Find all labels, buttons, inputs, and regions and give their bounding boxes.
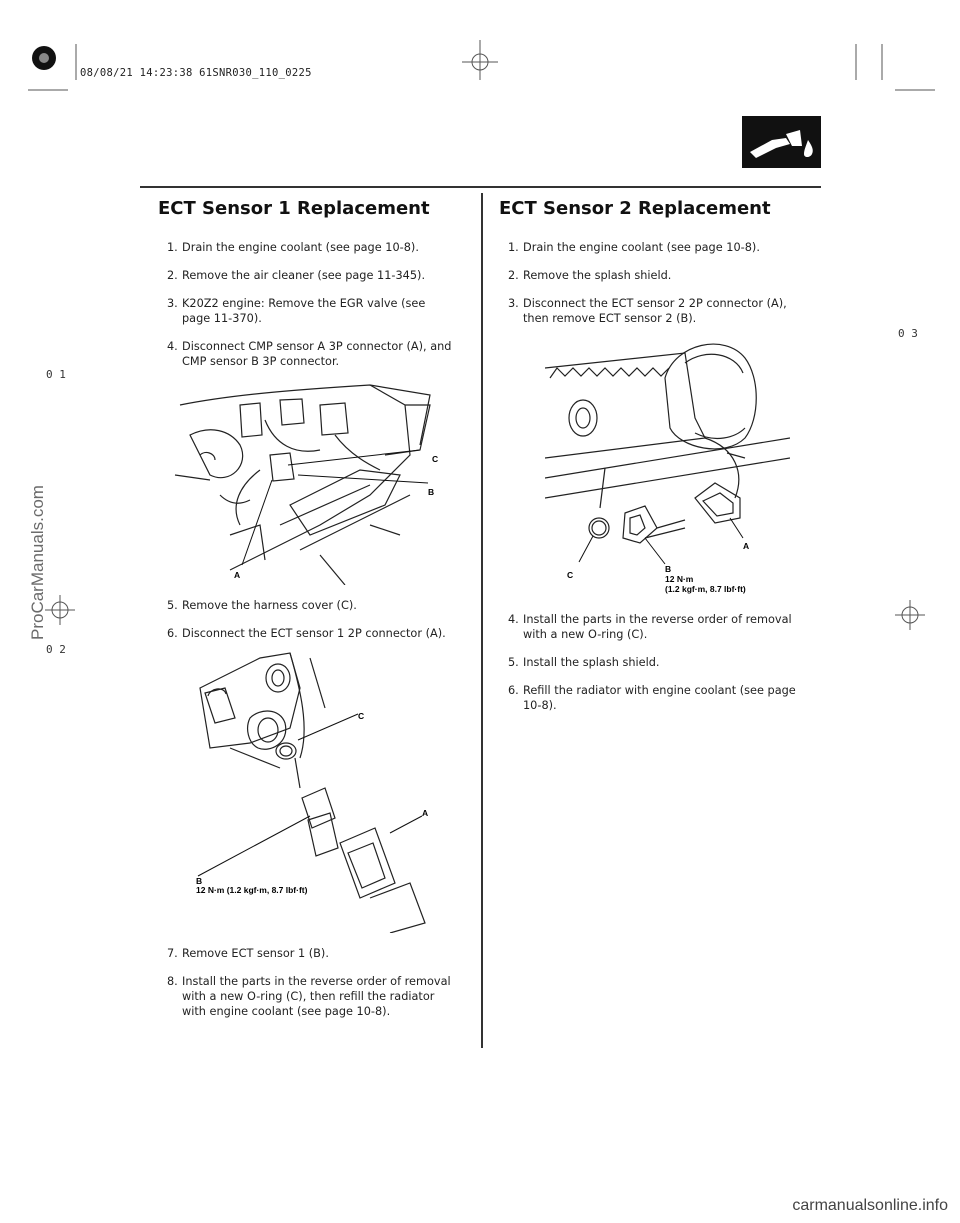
step-item: 5. Install the splash shield. xyxy=(508,656,660,669)
callout-c: C xyxy=(358,711,365,721)
left-steps-a xyxy=(167,240,457,382)
torque-spec-nm: 12 N·m xyxy=(665,574,694,584)
left-steps-b xyxy=(167,598,457,654)
figure-ect-sensor-1 xyxy=(190,648,440,933)
side-crop-marks xyxy=(0,580,960,660)
step-item: 4. Disconnect CMP sensor A 3P connector (A), and CMP sensor B 3P connector. xyxy=(167,340,452,368)
right-steps-a xyxy=(508,240,808,339)
torque-spec: 12 N·m (1.2 kgf·m, 8.7 lbf·ft) xyxy=(196,885,308,895)
step-item: 4. Install the parts in the reverse order of removal with a new O-ring (C). xyxy=(508,613,792,641)
callout-a: A xyxy=(743,541,750,551)
margin-mark-03: 0 3 xyxy=(898,327,918,340)
callout-a: A xyxy=(422,808,429,818)
right-steps-b xyxy=(508,612,808,726)
callout-c: C xyxy=(432,454,439,464)
callout-c: C xyxy=(567,570,574,580)
step-item: 6. Refill the radiator with engine coolant (see page 10-8). xyxy=(508,684,796,712)
step-item: 5. Remove the harness cover (C). xyxy=(167,599,357,612)
step-item: 8. Install the parts in the reverse order of removal with a new O-ring (C), then refill the radiator with engine coolant (see page 10-8). xyxy=(167,975,451,1018)
section-icon-box xyxy=(742,116,821,168)
watermark: ProCarManuals.com xyxy=(28,485,47,640)
crop-marks xyxy=(0,0,960,120)
callout-b: B xyxy=(196,876,203,886)
step-item: 2. Remove the splash shield. xyxy=(508,269,672,282)
callout-a: A xyxy=(234,570,241,580)
left-steps-c xyxy=(167,946,459,1032)
margin-mark-02: 0 2 xyxy=(46,643,66,656)
step-item: 7. Remove ECT sensor 1 (B). xyxy=(167,947,329,960)
step-item: 3. Disconnect the ECT sensor 2 2P connector (A), then remove ECT sensor 2 (B). xyxy=(508,297,787,325)
torque-spec-imperial: (1.2 kgf·m, 8.7 lbf·ft) xyxy=(665,584,746,594)
step-item: 1. Drain the engine coolant (see page 10-8). xyxy=(508,241,760,254)
header-rule xyxy=(140,186,821,188)
left-title: ECT Sensor 1 Replacement xyxy=(158,198,430,219)
right-title: ECT Sensor 2 Replacement xyxy=(499,198,771,219)
step-item: 3. K20Z2 engine: Remove the EGR valve (see page 11-370). xyxy=(167,297,426,325)
print-stamp: 08/08/21 14:23:38 61SNR030_110_0225 xyxy=(80,67,312,79)
margin-mark-01: 0 1 xyxy=(46,368,66,381)
callout-b: B xyxy=(665,564,672,574)
fuel-nozzle-icon xyxy=(742,116,821,168)
callout-b: B xyxy=(428,487,435,497)
figure-cmp-connectors xyxy=(170,375,465,585)
step-item: 1. Drain the engine coolant (see page 10-8). xyxy=(167,241,419,254)
figure-ect-sensor-2 xyxy=(545,338,790,600)
step-item: 6. Disconnect the ECT sensor 1 2P connector (A). xyxy=(167,627,446,640)
step-item: 2. Remove the air cleaner (see page 11-345). xyxy=(167,269,426,282)
column-divider xyxy=(481,193,483,1048)
footer-link[interactable]: carmanualsonline.info xyxy=(792,1197,948,1214)
